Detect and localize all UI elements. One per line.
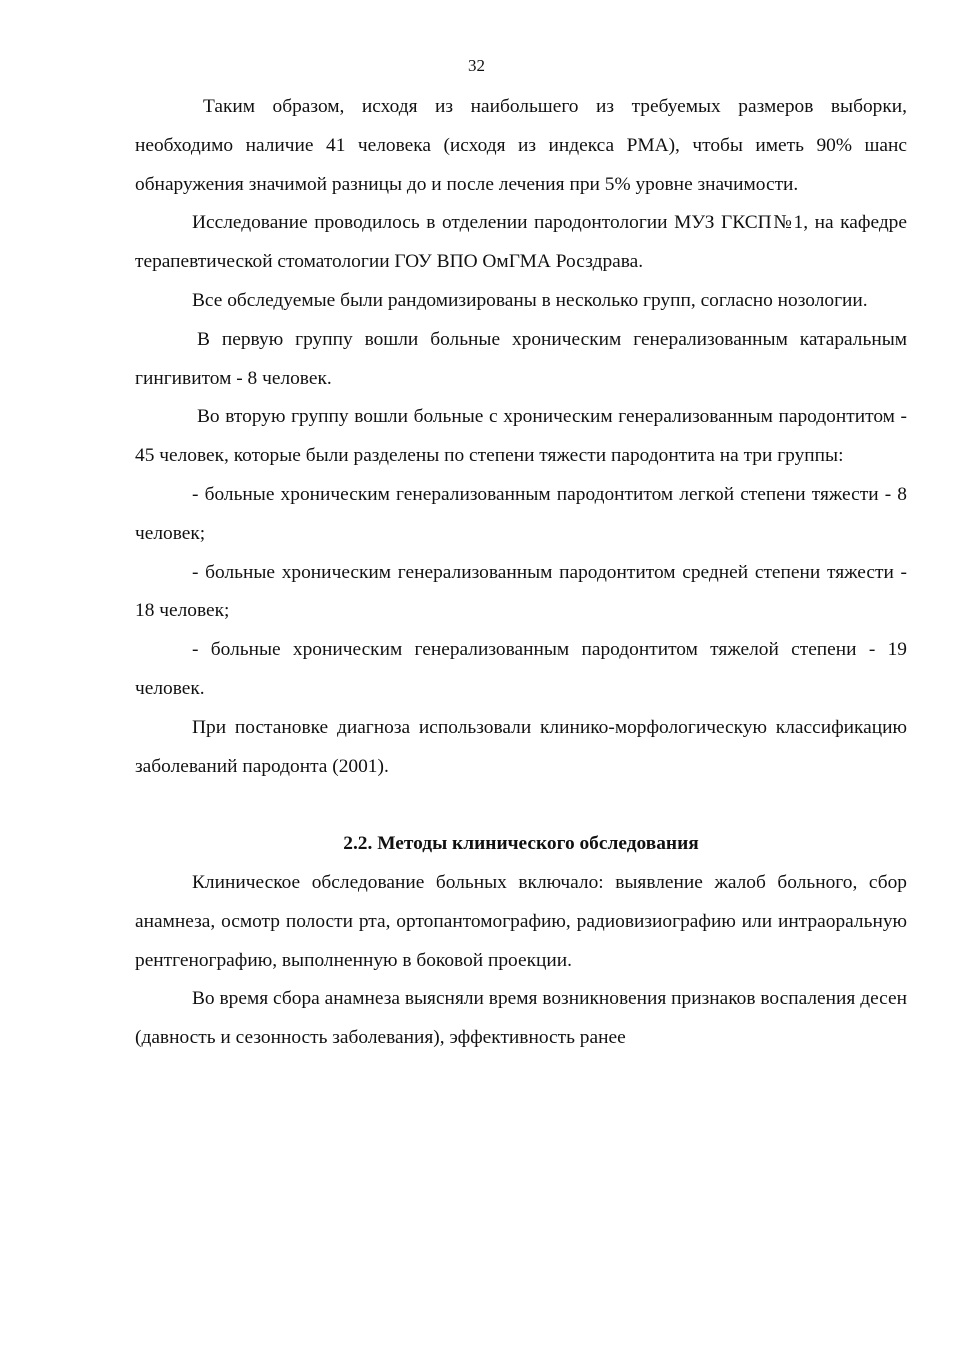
section-heading: 2.2. Методы клинического обследования [343, 833, 699, 855]
paragraph-randomization: Все обследуемые были рандомизированы в несколько групп, согласно нозологии. [192, 289, 868, 311]
paragraph-classification: При постановке диагноза использовали клинико-морфологическую классификацию заболеваний пародонта (2001). [135, 716, 907, 777]
paragraph-clinical-exam: Клиническое обследование больных включало: выявление жалоб больного, сбор анамнеза, осмотр полости рта, ортопантомографию, радиовизиографию или интраоральную рентгенографию, выполненную в боковой проекции. [135, 871, 907, 971]
page-number: 32 [468, 56, 485, 75]
page-content [135, 88, 907, 1058]
paragraph-group-one: В первую группу вошли больные хроническим генерализованным катаральным гингивитом - 8 человек. [135, 328, 907, 389]
list-item-mild: - больные хроническим генерализованным пародонтитом легкой степени тяжести - 8 человек; [135, 483, 907, 544]
paragraph-sample-size: Таким образом, исходя из наибольшего из требуемых размеров выборки, необходимо наличие 41 человека (исходя из индекса РМА), чтобы иметь 90% шанс обнаружения значимой разницы до и после лечения при 5% уровне значимости. [135, 96, 907, 195]
paragraph-anamnesis: Во время сбора анамнеза выясняли время возникновения признаков воспаления десен (давность и сезонность заболевания), эффективность ранее [135, 988, 907, 1049]
list-item-severe: - больные хроническим генерализованным пародонтитом тяжелой степени - 19 человек. [135, 639, 907, 699]
paragraph-group-two: Во вторую группу вошли больные с хроническим генерализованным пародонтитом - 45 человек, которые были разделены по степени тяжести пародонтита на три группы: [135, 406, 907, 467]
list-item-moderate: - больные хроническим генерализованным пародонтитом средней степени тяжести - 18 человек; [135, 561, 907, 622]
paragraph-study-location: Исследование проводилось в отделении пародонтологии МУЗ ГКСП№1, на кафедре терапевтической стоматологии ГОУ ВПО ОмГМА Росздрава. [135, 212, 907, 273]
